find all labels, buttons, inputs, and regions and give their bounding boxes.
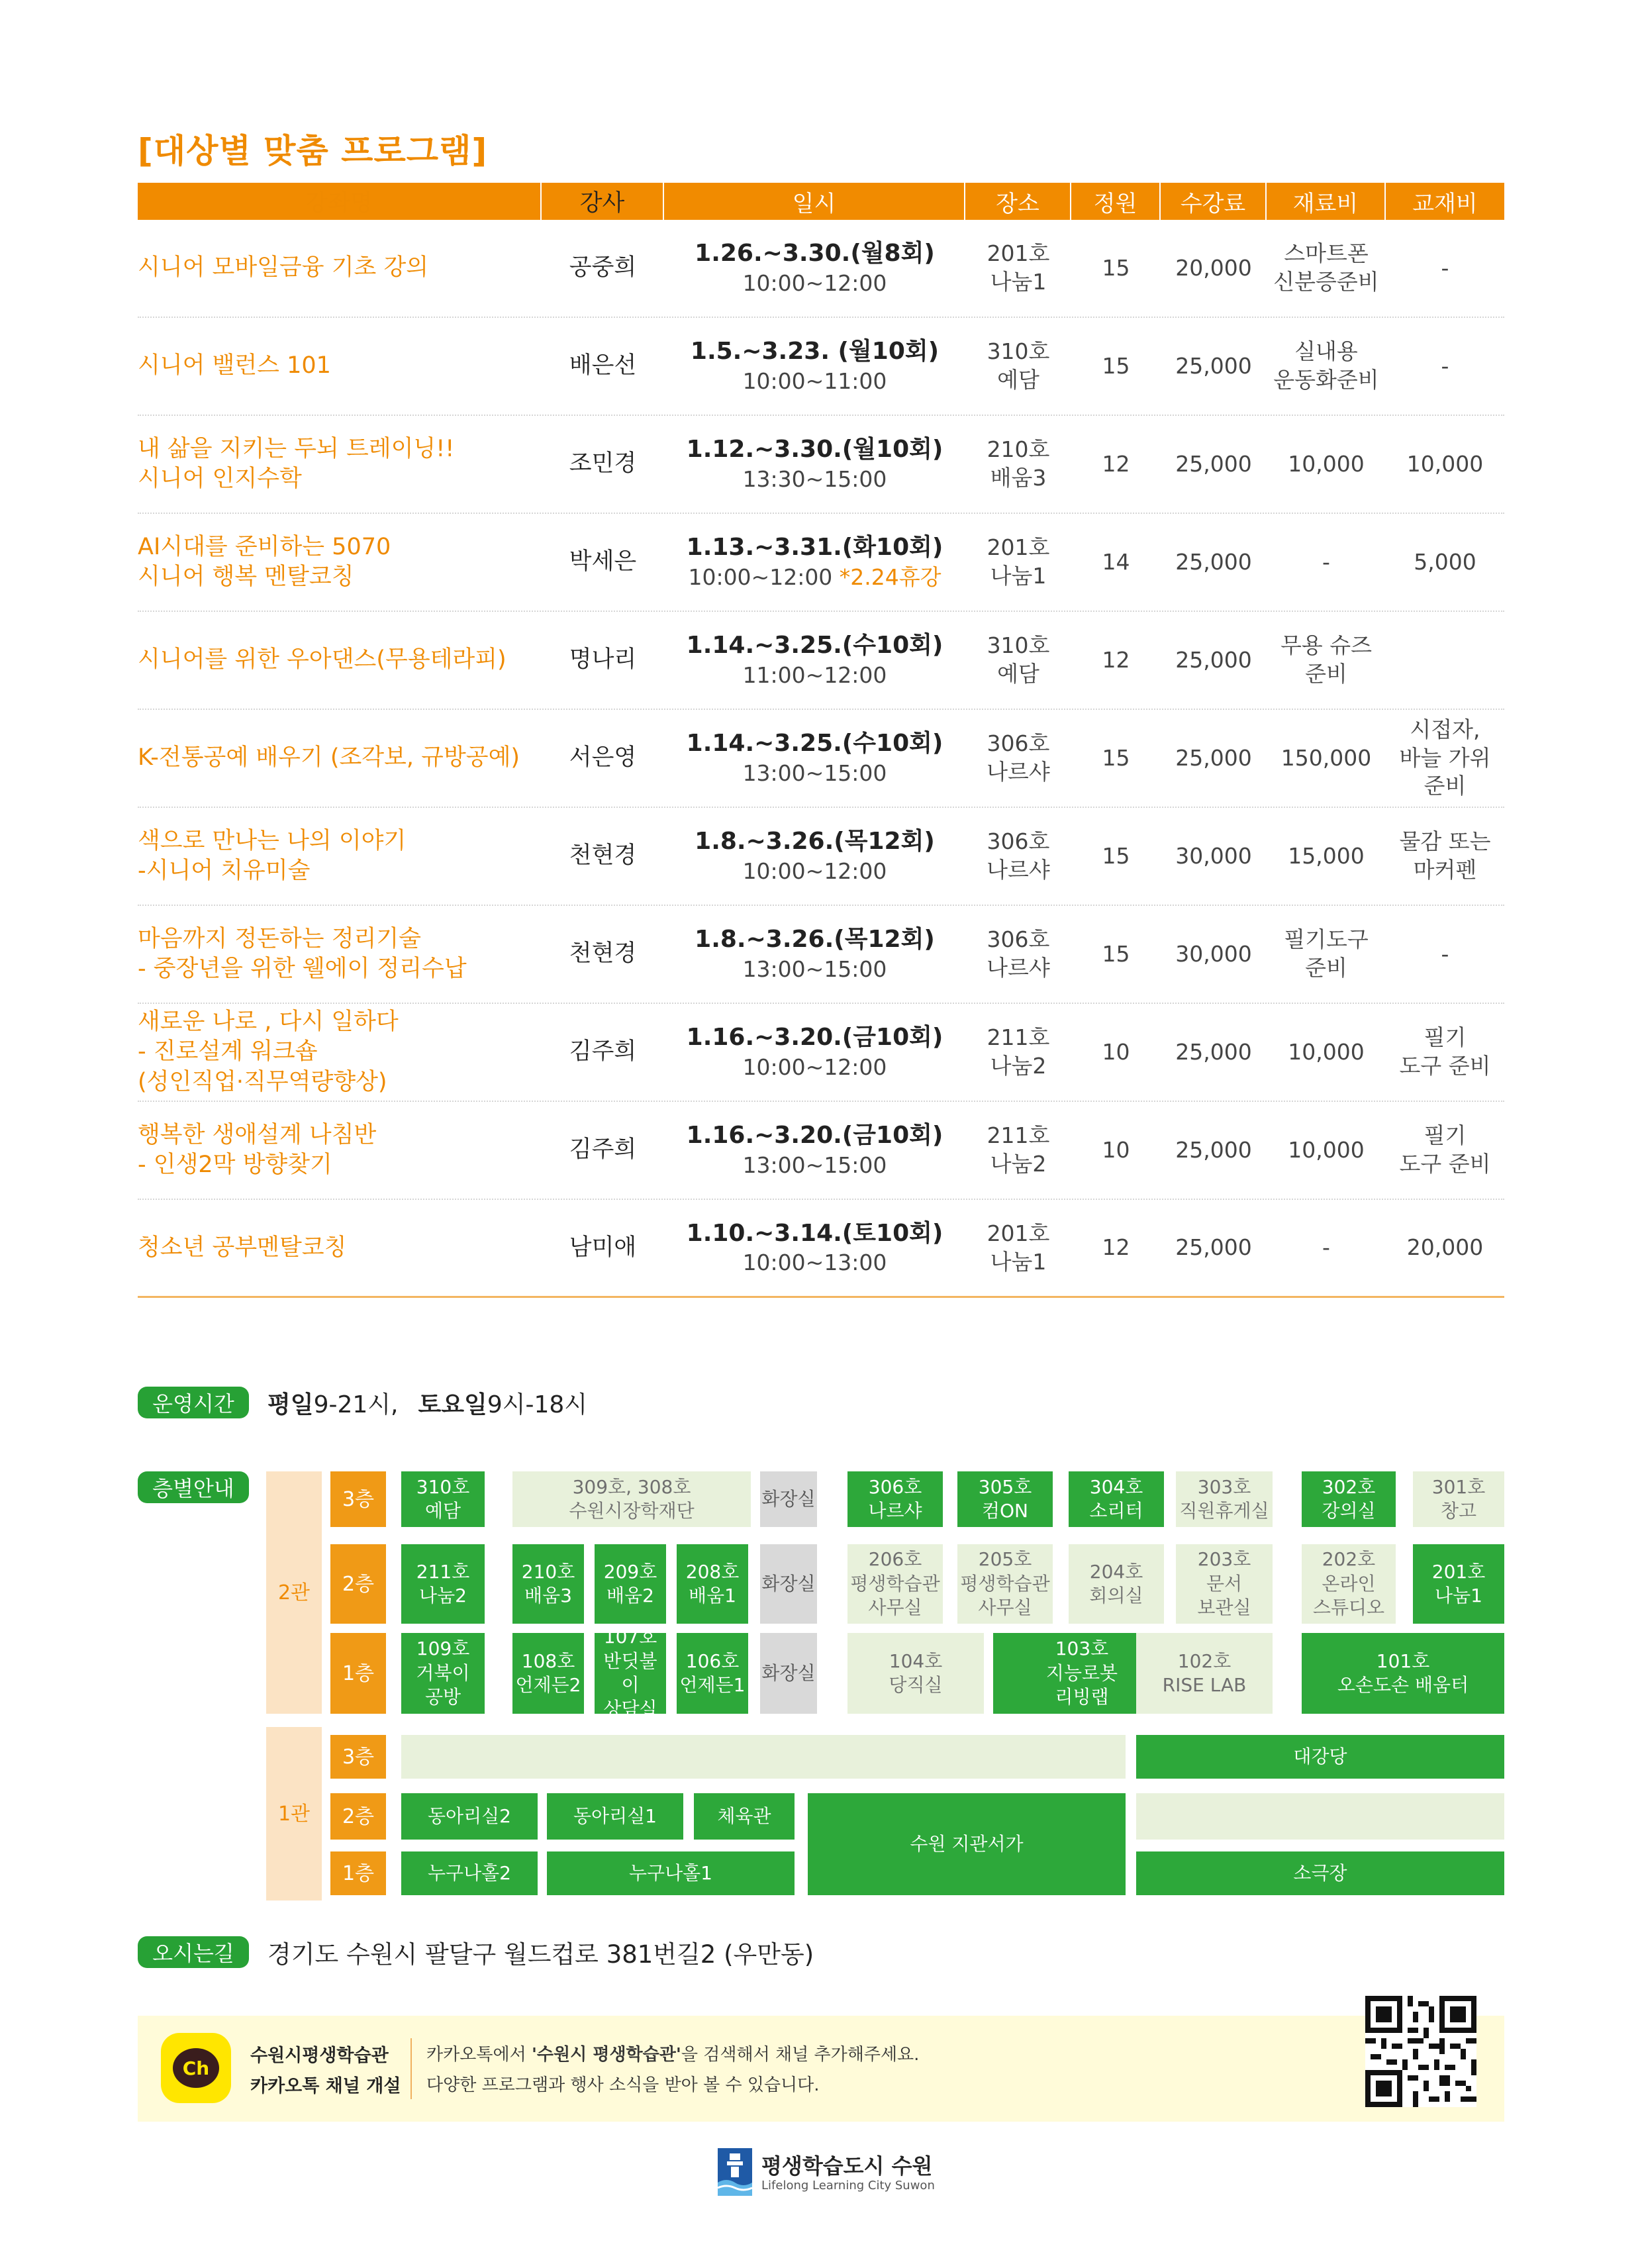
schedule: [664, 1004, 965, 1101]
fee: 25,000: [1175, 1136, 1252, 1163]
b1-3f-empty: [401, 1735, 1126, 1779]
kakao-logo-text: Ch: [173, 2048, 219, 2088]
time-slot: [743, 270, 887, 298]
capacity: 10: [1102, 1038, 1130, 1065]
book-fee: -: [1441, 940, 1449, 967]
material-fee: 실내용 운동화준비: [1273, 338, 1379, 393]
date-range: 1.8.~3.26.(목12회): [695, 926, 935, 954]
date-range: 1.14.~3.25.(수10회): [686, 730, 943, 758]
course-name: 내 삶을 지키는 두뇌 트레이닝!! 시니어 인지수학: [138, 435, 455, 492]
teacher: 배은선: [569, 352, 637, 379]
date-range: 1.16.~3.20.(금10회): [686, 1122, 943, 1150]
time-slot: [743, 466, 887, 494]
date-range: 1.5.~3.23. (월10회): [690, 338, 940, 366]
capacity: 12: [1102, 450, 1130, 477]
material-fee: -: [1322, 1234, 1330, 1261]
table-row: [138, 808, 1504, 906]
time-text: 10:00~11:00: [742, 368, 887, 394]
room-206: 206호 평생학습관 사무실: [847, 1544, 943, 1624]
time-text: 13:30~15:00: [742, 466, 887, 492]
room-hall-2: 누구나홀2: [401, 1851, 538, 1895]
course-name: 시니어를 위한 우아댄스(무용테라피): [138, 646, 507, 673]
fee: 20,000: [1175, 254, 1252, 281]
capacity: 12: [1102, 646, 1130, 673]
capacity: 14: [1102, 548, 1130, 575]
material-fee: 무용 슈즈 준비: [1280, 632, 1372, 687]
kakao-title-2: 카카오톡 채널 개설: [250, 2076, 401, 2096]
capacity: 15: [1102, 254, 1130, 281]
suwon-logo-icon: [718, 2148, 752, 2196]
room-205: 205호 평생학습관 사무실: [957, 1544, 1053, 1624]
kakao-title-1: 수원시평생학습관: [250, 2046, 389, 2066]
room-107: 107호 반딧불이 상담실: [595, 1633, 666, 1714]
room-library: 수원 지관서가: [808, 1793, 1126, 1895]
place: 310호 예담: [987, 632, 1050, 687]
hours-text: [267, 1387, 587, 1418]
room-club-1: 동아리실1: [547, 1793, 683, 1840]
table-row: [138, 416, 1504, 514]
teacher: 조민경: [569, 450, 637, 477]
course-name: 시니어 밸런스 101: [138, 352, 331, 379]
section-title: [대상별 맞춤 프로그램]: [138, 132, 488, 170]
building-1: 1관: [266, 1727, 322, 1900]
place: 211호 나눔2: [987, 1024, 1050, 1079]
program-table: [138, 183, 1504, 1298]
kakao-line-2: 다양한 프로그램과 행사 소식을 받아 볼 수 있습니다.: [426, 2075, 820, 2095]
table-row: [138, 220, 1504, 318]
room-204: 204호 회의실: [1069, 1544, 1164, 1624]
time-text: 10:00~12:00: [688, 564, 833, 590]
room-304: 304호 소리터: [1069, 1471, 1164, 1527]
place: 306호 나르샤: [987, 730, 1050, 785]
material-fee: 10,000: [1288, 1136, 1365, 1163]
course-name: 새로운 나로 , 다시 일하다 - 진로설계 워크숍 (성인직업·직무역량향상): [138, 1008, 399, 1095]
course-name: 색으로 만나는 나의 이야기 -시니어 치유미술: [138, 827, 407, 884]
table-row: [138, 906, 1504, 1004]
header-teacher: 강사: [542, 183, 664, 220]
place: 201호 나눔1: [987, 1220, 1050, 1275]
course-name: AI시대를 준비하는 5070 시니어 행복 멘탈코칭: [138, 533, 391, 590]
place: 306호 나르샤: [987, 828, 1050, 883]
capacity: 15: [1102, 352, 1130, 379]
teacher: 서은영: [569, 744, 637, 771]
b1-2f-empty: [1136, 1793, 1504, 1840]
teacher: 김주희: [569, 1038, 637, 1065]
saturday-time: 9시-18시: [487, 1391, 588, 1418]
schedule: [664, 416, 965, 513]
course-name: 시니어 모바일금융 기초 강의: [138, 254, 429, 281]
room-102: 102호 RISE LAB: [1136, 1633, 1273, 1714]
b2-floor2: 2층: [330, 1544, 386, 1624]
table-row: [138, 318, 1504, 416]
place: 210호 배움3: [987, 436, 1050, 491]
header-capacity: 정원: [1071, 183, 1161, 220]
teacher: 명나리: [569, 646, 637, 673]
material-fee: 10,000: [1288, 450, 1365, 477]
time-slot: [743, 760, 887, 788]
building-2: 2관: [266, 1471, 322, 1714]
place: 306호 나르샤: [987, 926, 1050, 981]
book-fee: [1386, 612, 1504, 709]
room-103: 103호 지능로봇 리빙랩: [993, 1633, 1171, 1714]
room-101: 101호 오손도손 배움터: [1302, 1633, 1504, 1714]
time-slot: [743, 1249, 887, 1277]
restroom-1f: 화장실: [760, 1633, 817, 1714]
header-course: 강좌명: [138, 183, 542, 220]
header-place: 장소: [965, 183, 1071, 220]
b2-floor1: 1층: [330, 1633, 386, 1714]
material-fee: 필기도구 준비: [1284, 926, 1369, 981]
material-fee: 10,000: [1288, 1038, 1365, 1065]
date-range: 1.26.~3.30.(월8회): [695, 240, 935, 268]
kakao-banner: [138, 2016, 1504, 2122]
header-book: 교재비: [1412, 190, 1478, 217]
address: 경기도 수원시 팔달구 월드컵로 381번길2 (우만동): [267, 1940, 814, 1969]
time-slot: [743, 1152, 887, 1180]
table-row: [138, 1102, 1504, 1200]
time-text: 10:00~13:00: [742, 1250, 887, 1276]
date-range: 1.16.~3.20.(금10회): [686, 1024, 943, 1052]
book-fee: 10,000: [1406, 450, 1484, 477]
place: 310호 예담: [987, 338, 1050, 393]
capacity: 15: [1102, 842, 1130, 869]
fee: 25,000: [1175, 744, 1252, 771]
teacher: 공중희: [569, 254, 637, 281]
room-203: 203호 문서 보관실: [1176, 1544, 1273, 1624]
room-hall-1: 누구나홀1: [547, 1851, 795, 1895]
room-309-308: 309호, 308호 수원시장학재단: [512, 1471, 751, 1527]
date-range: 1.12.~3.30.(월10회): [686, 436, 943, 464]
material-fee: -: [1322, 548, 1330, 575]
kakao-divider: [410, 2038, 412, 2099]
time-text: 10:00~12:00: [742, 270, 887, 296]
time-slot: [743, 368, 887, 396]
fee: 25,000: [1175, 646, 1252, 673]
kakao-line-1-post: 을 검색해서 채널 추가해주세요.: [681, 2045, 920, 2065]
capacity: 12: [1102, 1234, 1130, 1261]
book-fee: 20,000: [1406, 1234, 1484, 1261]
room-301: 301호 창고: [1413, 1471, 1504, 1527]
time-slot: [688, 564, 941, 592]
room-grand-hall: 대강당: [1136, 1735, 1504, 1779]
book-fee: 물감 또는 마커펜: [1399, 828, 1491, 883]
teacher: 천현경: [569, 940, 637, 967]
b1-floor2: 2층: [330, 1793, 386, 1840]
room-106: 106호 언제든1: [677, 1633, 748, 1714]
book-fee: 필기 도구 준비: [1399, 1024, 1491, 1079]
time-slot: [743, 1054, 887, 1082]
book-fee: -: [1441, 352, 1449, 379]
course-name: 마음까지 정돈하는 정리기술 - 중장년을 위한 웰에이 정리수납: [138, 925, 467, 982]
material-fee: 15,000: [1288, 842, 1365, 869]
header-material: 재료비: [1267, 183, 1386, 220]
header-fee: 수강료: [1161, 183, 1267, 220]
capacity: 10: [1102, 1136, 1130, 1163]
room-202: 202호 온라인 스튜디오: [1302, 1544, 1396, 1624]
qr-code[interactable]: [1365, 1996, 1476, 2107]
schedule: [664, 808, 965, 905]
book-fee: 필기 도구 준비: [1399, 1122, 1491, 1177]
room-201: 201호 나눔1: [1413, 1544, 1504, 1624]
room-210: 210호 배움3: [512, 1544, 584, 1624]
time-slot: [743, 662, 887, 690]
capacity: 15: [1102, 744, 1130, 771]
schedule: [664, 1102, 965, 1199]
teacher: 박세은: [569, 548, 637, 575]
room-209: 209호 배움2: [595, 1544, 666, 1624]
time-slot: [743, 956, 887, 984]
b1-floor3: 3층: [330, 1735, 386, 1779]
room-211: 211호 나눔2: [401, 1544, 485, 1624]
material-fee: 150,000: [1280, 744, 1372, 771]
room-gym: 체육관: [694, 1793, 795, 1840]
kakao-channel-icon: [161, 2033, 231, 2103]
teacher: 남미애: [569, 1234, 637, 1261]
schedule: [664, 710, 965, 807]
time-text: 13:00~15:00: [742, 956, 887, 982]
schedule: [664, 906, 965, 1003]
course-name: 청소년 공부멘탈코칭: [138, 1234, 347, 1261]
book-fee: 시접자, 바늘 가위 준비: [1399, 716, 1491, 799]
teacher: 김주희: [569, 1136, 637, 1163]
fee: 25,000: [1175, 1038, 1252, 1065]
table-row: [138, 612, 1504, 710]
book-fee: 5,000: [1414, 548, 1476, 575]
schedule: [664, 612, 965, 709]
schedule: [664, 220, 965, 317]
table-row: [138, 514, 1504, 612]
restroom-2f: 화장실: [760, 1544, 817, 1624]
course-name: 행복한 생애설계 나침반 - 인생2막 방향찾기: [138, 1121, 377, 1178]
room-310: 310호 예담: [401, 1471, 485, 1527]
header-date: 일시: [664, 183, 965, 220]
table-body: [138, 220, 1504, 1298]
b1-floor1: 1층: [330, 1851, 386, 1895]
place: 211호 나눔2: [987, 1122, 1050, 1177]
room-306: 306호 나르샤: [847, 1471, 943, 1527]
table-row: [138, 710, 1504, 808]
room-small-theater: 소극장: [1136, 1851, 1504, 1895]
fee: 25,000: [1175, 548, 1252, 575]
room-208: 208호 배움1: [677, 1544, 748, 1624]
place: 201호 나눔1: [987, 240, 1050, 295]
holiday-note: *2.24휴강: [832, 564, 942, 590]
kakao-line-1-bold: '수원시 평생학습관': [531, 2045, 681, 2065]
course-name: K-전통공예 배우기 (조각보, 규방공예): [138, 744, 520, 771]
kakao-line-1: [426, 2041, 919, 2065]
weekday-label: 평일: [267, 1391, 314, 1418]
table-header: [138, 183, 1504, 220]
date-range: 1.8.~3.26.(목12회): [695, 828, 935, 856]
fee: 25,000: [1175, 352, 1252, 379]
fee: 25,000: [1175, 1234, 1252, 1261]
room-108: 108호 언제든2: [512, 1633, 584, 1714]
room-302: 302호 강의실: [1302, 1471, 1396, 1527]
fee: 30,000: [1175, 940, 1252, 967]
date-range: 1.10.~3.14.(토10회): [686, 1219, 943, 1247]
time-text: 10:00~12:00: [742, 1054, 887, 1080]
room-104: 104호 당직실: [847, 1633, 984, 1714]
kakao-line-1-pre: 카카오톡에서: [426, 2045, 532, 2065]
footer-brand-en: Lifelong Learning City Suwon: [761, 2179, 935, 2193]
fee: 30,000: [1175, 842, 1252, 869]
table-row: [138, 1200, 1504, 1298]
saturday-label: 토요일: [418, 1391, 487, 1418]
floors-label: 층별안내: [138, 1471, 249, 1503]
directions-label: 오시는길: [138, 1936, 249, 1968]
time-slot: [743, 858, 887, 886]
schedule: [664, 318, 965, 415]
room-109: 109호 거북이 공방: [401, 1633, 485, 1714]
capacity: 15: [1102, 940, 1130, 967]
room-303: 303호 직원휴게실: [1176, 1471, 1273, 1527]
room-club-2: 동아리실2: [401, 1793, 538, 1840]
b2-floor3: 3층: [330, 1471, 386, 1527]
date-range: 1.13.~3.31.(화10회): [686, 534, 943, 562]
place: 201호 나눔1: [987, 534, 1050, 589]
schedule: [664, 514, 965, 611]
teacher: 천현경: [569, 842, 637, 869]
schedule: [664, 1200, 965, 1296]
date-range: 1.14.~3.25.(수10회): [686, 632, 943, 660]
footer-brand: 평생학습도시 수원: [761, 2153, 933, 2179]
room-305: 305호 컴ON: [957, 1471, 1053, 1527]
time-text: 10:00~12:00: [742, 858, 887, 884]
time-text: 11:00~12:00: [742, 662, 887, 688]
fee: 25,000: [1175, 450, 1252, 477]
restroom-3f: 화장실: [760, 1471, 817, 1527]
book-fee: -: [1441, 254, 1449, 281]
table-row: [138, 1004, 1504, 1102]
time-text: 13:00~15:00: [742, 1152, 887, 1178]
hours-label: 운영시간: [138, 1387, 249, 1418]
weekday-time: 9-21시,: [313, 1391, 399, 1418]
time-text: 13:00~15:00: [742, 760, 887, 786]
material-fee: 스마트폰 신분증준비: [1273, 240, 1379, 295]
